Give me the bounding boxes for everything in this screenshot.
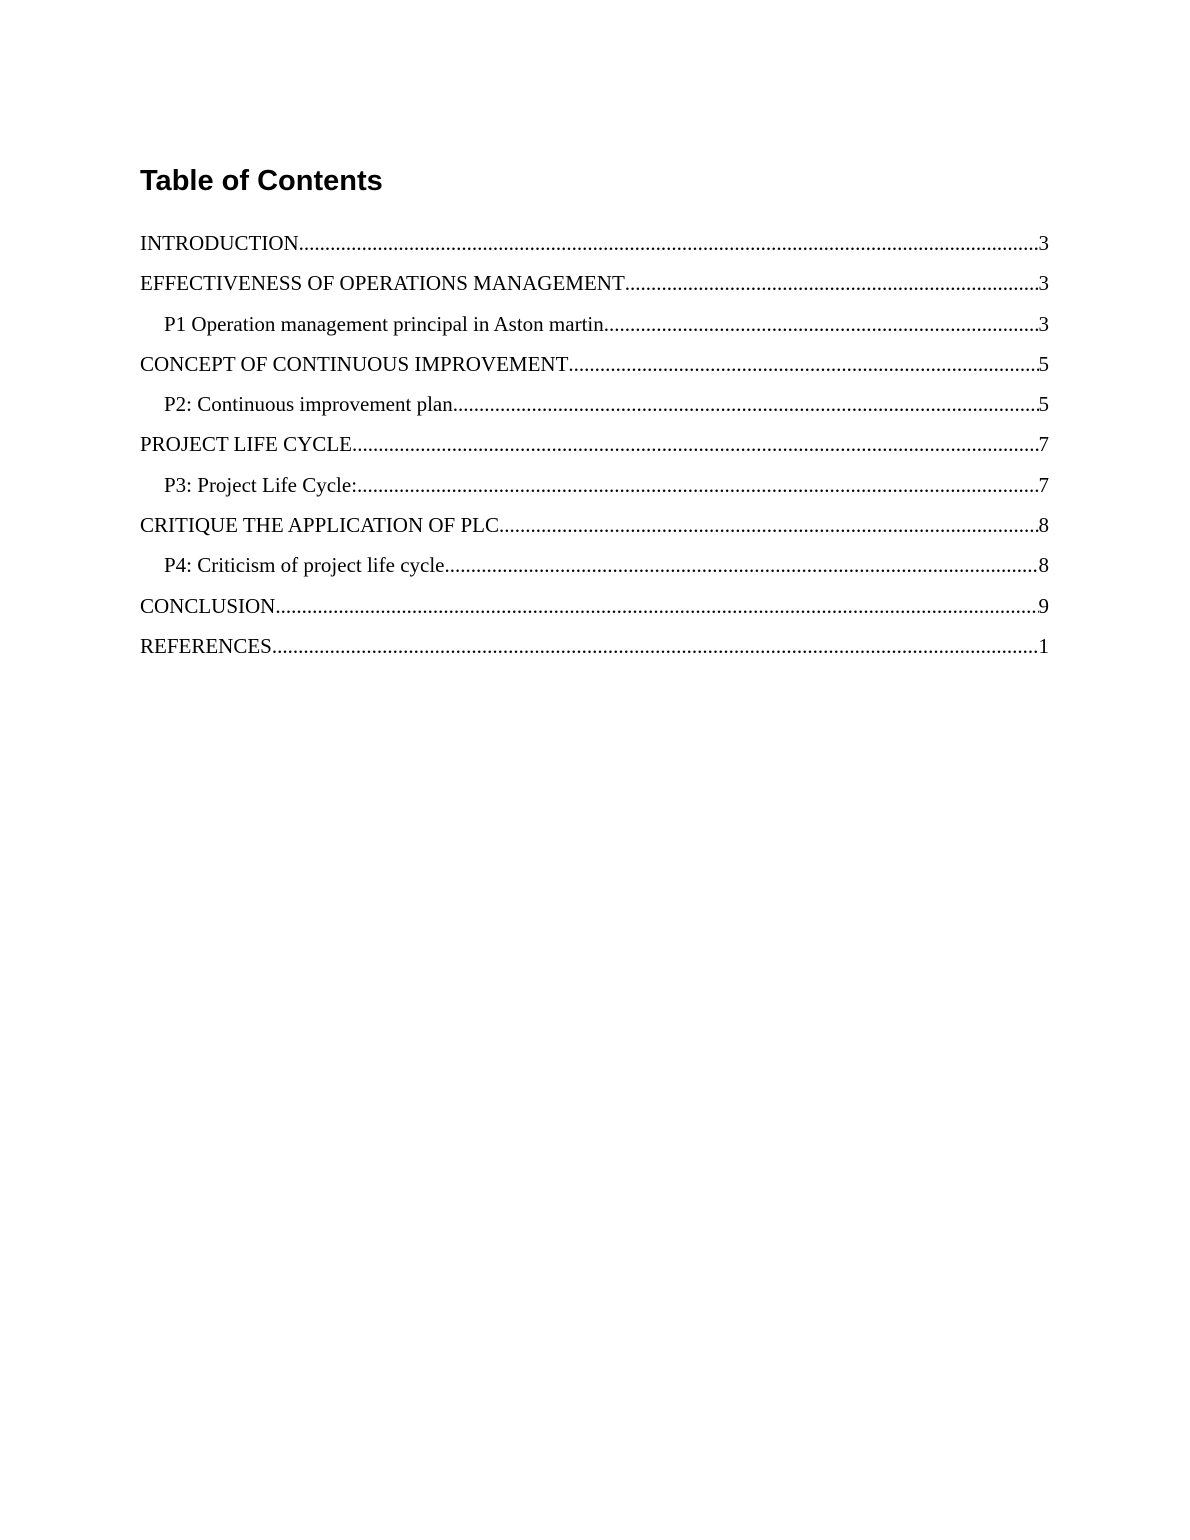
toc-entry-text: P4: Criticism of project life cycle — [164, 553, 445, 578]
toc-entry-project-life-cycle[interactable] — [140, 427, 1049, 467]
toc-leader-dots — [357, 468, 1038, 502]
toc-entry-text: CONCEPT OF CONTINUOUS IMPROVEMENT — [140, 351, 569, 376]
toc-entry-p3-project-life-cycle[interactable] — [140, 468, 1049, 508]
toc-list — [140, 226, 1049, 669]
toc-entry-introduction[interactable] — [140, 226, 1049, 266]
toc-page-number: 5 — [1038, 351, 1049, 376]
toc-page-number: 3 — [1038, 311, 1049, 336]
toc-entry-text: PROJECT LIFE CYCLE — [140, 432, 352, 457]
toc-page-number: 9 — [1038, 593, 1049, 618]
toc-entry-effectiveness-of-operations-management[interactable] — [140, 266, 1049, 306]
toc-entry-text: EFFECTIVENESS OF OPERATIONS MANAGEMENT — [140, 271, 625, 296]
toc-leader-dots — [275, 589, 1038, 623]
toc-entry-critique-the-application-of-plc[interactable] — [140, 508, 1049, 548]
toc-entry-text: INTRODUCTION — [140, 231, 299, 255]
toc-entry-text: CONCLUSION — [140, 593, 276, 618]
toc-entry-text: P2: Continuous improvement plan — [164, 392, 453, 417]
toc-page-number: 7 — [1038, 432, 1049, 457]
toc-entry-text: REFERENCES — [140, 633, 272, 658]
toc-entry-conclusion[interactable] — [140, 589, 1049, 629]
toc-entry-references[interactable] — [140, 629, 1049, 669]
toc-title: Table of Contents — [140, 165, 383, 197]
toc-leader-dots — [272, 629, 1039, 663]
toc-leader-dots — [352, 427, 1039, 461]
toc-leader-dots — [568, 347, 1038, 381]
toc-page-number: 3 — [1038, 231, 1049, 255]
toc-entry-p1-operation-management[interactable] — [140, 307, 1049, 347]
toc-page-number: 5 — [1038, 392, 1049, 417]
toc-entry-concept-of-continuous-improvement[interactable] — [140, 347, 1049, 387]
toc-leader-dots — [453, 387, 1039, 421]
toc-entry-p2-continuous-improvement-plan[interactable] — [140, 387, 1049, 427]
toc-page-number: 1 — [1038, 633, 1049, 658]
toc-entry-text: P1 Operation management principal in Aston martin — [164, 311, 604, 336]
toc-entry-p4-criticism-of-project-life-cycle[interactable] — [140, 548, 1049, 588]
toc-leader-dots — [445, 548, 1039, 582]
toc-leader-dots — [299, 226, 1039, 260]
toc-page-number: 8 — [1038, 553, 1049, 578]
toc-leader-dots — [604, 307, 1039, 341]
toc-leader-dots — [499, 508, 1039, 542]
toc-leader-dots — [625, 266, 1039, 300]
toc-page-number: 3 — [1038, 271, 1049, 296]
toc-page-number: 8 — [1038, 513, 1049, 538]
toc-entry-text: CRITIQUE THE APPLICATION OF PLC — [140, 513, 499, 538]
toc-page-number: 7 — [1038, 472, 1049, 497]
toc-entry-text: P3: Project Life Cycle: — [164, 472, 358, 497]
